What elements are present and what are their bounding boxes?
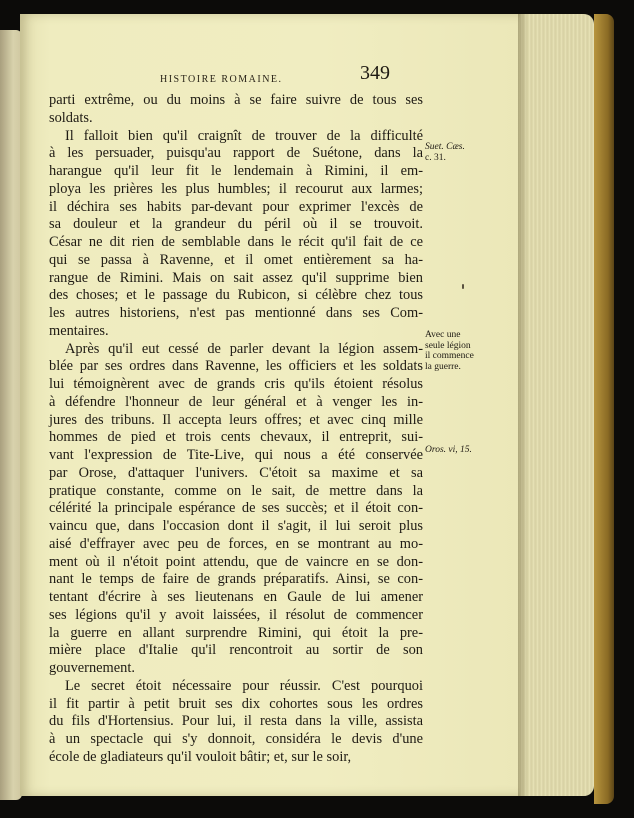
text-line: à les persuader, puisqu'au rapport de Suétone, dans la — [49, 145, 423, 162]
page-header — [30, 60, 490, 90]
margin-note-line: Suet. Cæs. — [425, 142, 465, 152]
text-line: il déchira ses habits par-devant pour exprimer l'excès de — [49, 198, 423, 215]
margin-note-line: Avec une — [425, 330, 461, 340]
running-head: HISTOIRE ROMAINE. — [160, 74, 283, 85]
text-line: pratique constante, comme on le sait, de mettre dans la — [49, 482, 423, 499]
text-line: parti extrême, ou du moins à se faire suivre de tous ses — [49, 92, 423, 108]
facing-page-edge — [0, 30, 22, 800]
text-line: vant l'expression de Tite-Live, qui nous a été conservée — [49, 447, 423, 463]
text-line: nant le temps de faire de grands préparatifs. Ainsi, se con- — [49, 571, 423, 588]
text-line: sa douleur et la grandeur du péril où il se trouvoit. — [49, 216, 423, 233]
text-line: César ne dit rien de semblable dans le récit qu'il fait de ce — [49, 234, 423, 250]
text-line: des choses; et le passage du Rubicon, si célèbre chez tous — [49, 287, 423, 304]
text-line: par Orose, d'attaquer l'univers. C'étoit sa maxime et sa — [49, 464, 423, 481]
margin-note-line: seule légion — [425, 340, 471, 351]
text-line: il fit partir à petit bruit ses dix cohortes sous les ordres — [49, 695, 423, 712]
paper-speck — [462, 284, 464, 289]
text-line: ses légions qu'il y avoit laissées, il résolut de commencer — [49, 606, 423, 623]
text-line: qui se passa à Ravenne, et il omet entièrement sa ha- — [49, 251, 423, 268]
margin-note-line: il commence — [425, 351, 474, 361]
text-line: mière place d'Italie qu'il rencontroit au sortir de son — [49, 642, 423, 659]
text-line: du fils d'Hortensius. Pour lui, il resta dans la ville, assista — [49, 713, 423, 730]
paragraph — [49, 92, 423, 128]
text-line: lui témoignèrent avec de grands cris qu'ils étoient résolus — [49, 376, 423, 392]
gutter-shadow — [518, 14, 528, 796]
margin-note-legion — [425, 330, 487, 372]
paragraph — [49, 341, 423, 678]
body-text — [49, 92, 423, 767]
text-line: aisé d'effrayer avec peu de forces, en se montrant au mo- — [49, 535, 423, 552]
text-line: rangue de Rimini. Mais on sait assez qu'il supprime bien — [49, 269, 423, 286]
text-line: vaincu que, dans l'occasion dont il s'agit, il lui seroit plus — [49, 518, 423, 534]
text-line: Après qu'il eut cessé de parler devant la légion assem- — [65, 340, 423, 357]
text-line: Il falloit bien qu'il craignît de trouver de la difficulté — [65, 127, 423, 144]
text-line: ment où il n'étoit point attendu, que de vaincre en se don- — [49, 553, 423, 570]
margin-note-line: la guerre. — [425, 361, 461, 372]
text-line: à un spectacle qui s'y donnoit, considéra le devis d'une — [49, 731, 423, 747]
book-cover-edge — [594, 14, 614, 804]
text-line: tentant d'écrire à ses lieutenans en Gaule de lui amener — [49, 589, 423, 605]
text-line: gouvernement. — [49, 660, 135, 676]
paragraph — [49, 128, 423, 341]
text-line: les autres historiens, n'est pas mentionné dans ses Com- — [49, 305, 423, 321]
text-line: soldats. — [49, 109, 93, 126]
paragraph — [49, 678, 423, 767]
text-line: à défendre l'honneur de leur général et à venger les in- — [49, 393, 423, 410]
margin-note-orosius — [425, 445, 487, 456]
text-line: la guerre en allant surprendre Rimini, qui étoit la pre- — [49, 624, 423, 641]
text-line: Le secret étoit nécessaire pour réussir. C'est pourquoi — [65, 677, 423, 694]
page-block-edges — [520, 14, 594, 796]
margin-note-suetonius — [425, 142, 487, 163]
page-number: 349 — [360, 62, 390, 84]
text-line: célérité la principale espérance de ses succès; et il étoit con- — [49, 500, 423, 517]
margin-note-line: c. 31. — [425, 152, 446, 163]
text-line: ploya les prières les plus humbles; il recourut aux larmes; — [49, 180, 423, 197]
text-line: jures des tribuns. Il accepta leurs offres; et avec cinq mille — [49, 411, 423, 428]
text-line: école de gladiateurs qu'il vouloit bâtir; et, sur le soir, — [49, 748, 352, 765]
margin-note-line: Oros. vi, 15. — [425, 445, 472, 455]
text-line: harangue qu'il leur fit le lendemain à Rimini, il em- — [49, 163, 423, 179]
text-line: hommes de pied et trois cents chevaux, il entreprit, sui- — [49, 429, 423, 446]
text-line: mentaires. — [49, 322, 109, 339]
text-line: blée par ses ordres dans Ravenne, les officiers et les soldats — [49, 358, 423, 375]
